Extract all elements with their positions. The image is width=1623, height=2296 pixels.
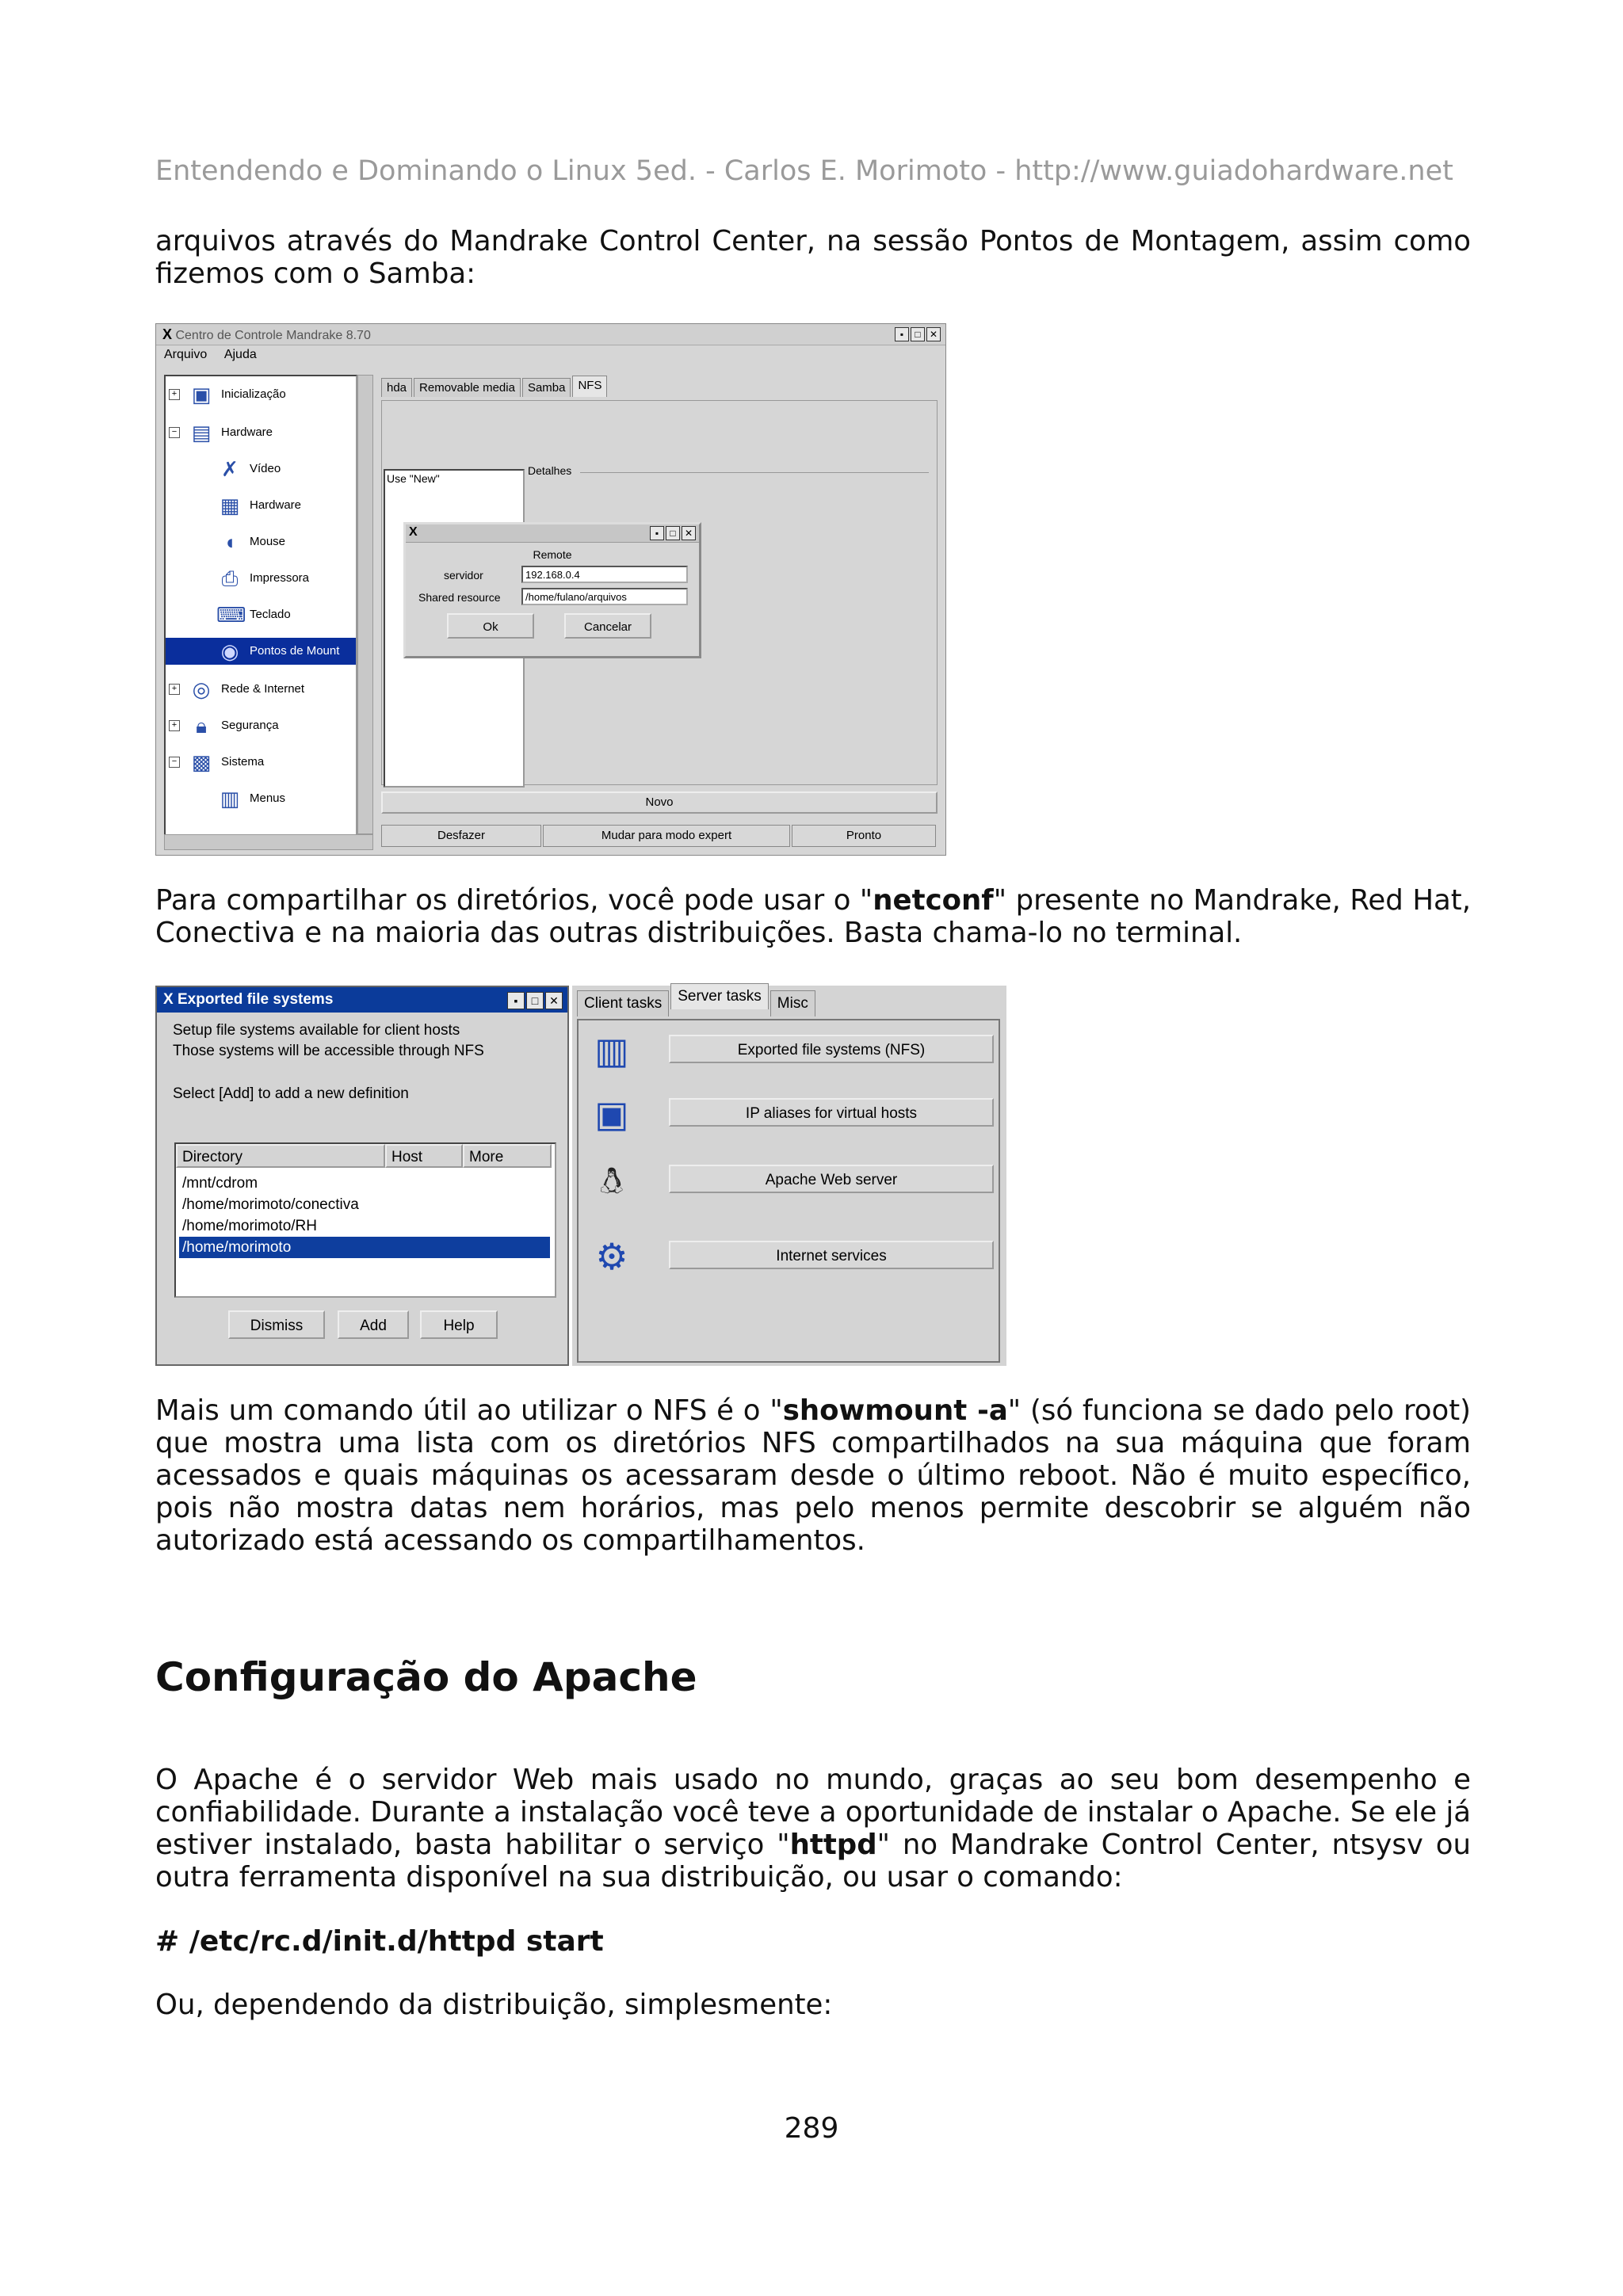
tree-item-seguranca[interactable]: + 🔒︎ Segurança bbox=[169, 712, 279, 739]
dismiss-button[interactable]: Dismiss bbox=[228, 1310, 325, 1339]
category-tree bbox=[164, 375, 357, 836]
expand-icon[interactable]: + bbox=[169, 720, 180, 731]
help-button[interactable]: Help bbox=[420, 1310, 498, 1339]
table-row[interactable]: /mnt/cdrom bbox=[182, 1175, 258, 1192]
tree-vertical-scrollbar[interactable] bbox=[357, 375, 373, 834]
x-logo-icon: X bbox=[409, 525, 418, 539]
service-internet bbox=[590, 1231, 986, 1282]
window-title: Centro de Controle Mandrake 8.70 bbox=[175, 329, 371, 342]
tree-item-teclado[interactable]: ⌨ Teclado bbox=[216, 603, 291, 627]
tree-item-impressora[interactable]: ⎙ Impressora bbox=[216, 565, 309, 592]
column-more[interactable]: More bbox=[463, 1144, 552, 1168]
tree-item-mouse[interactable]: ◖ Mouse bbox=[216, 528, 285, 555]
paragraph-apache: O Apache é o servidor Web mais usado no mundo, graças ao seu bom desempenho e confiabilidade. Durante a instalação você teve a oportunidade de instalar o Apache. Se ele já estiver instalado, basta habilitar o serviço "httpd" no Mandrake Control Center, ntsysv ou outra ferramenta disponível na sua distribuição, ou usar o comando: bbox=[155, 1764, 1471, 1894]
desfazer-button[interactable]: Desfazer bbox=[381, 825, 541, 847]
minimize-button[interactable]: ▪ bbox=[507, 992, 525, 1009]
apache-web-server-button[interactable]: Apache Web server bbox=[669, 1165, 994, 1193]
service-ip-aliases bbox=[590, 1089, 986, 1139]
details-divider bbox=[580, 472, 929, 473]
server-icon: ▥ bbox=[594, 1030, 629, 1071]
paragraph-alternative: Ou, dependendo da distribuição, simplesmente: bbox=[155, 1989, 833, 2021]
tree-item-hardware[interactable]: − ▤ Hardware bbox=[169, 419, 273, 446]
tree-item-rede-internet[interactable]: + ◎ Rede & Internet bbox=[169, 676, 304, 703]
nfs-remote-dialog bbox=[403, 522, 701, 658]
tree-item-pontos-de-montagem[interactable]: ◉ Pontos de Mount bbox=[166, 638, 356, 665]
hardware-icon: ▦ bbox=[220, 494, 240, 517]
printer-icon: ⎙ bbox=[221, 566, 239, 590]
hardware-icon: ▤ bbox=[191, 421, 212, 444]
shared-resource-input[interactable] bbox=[521, 588, 688, 605]
tab-misc[interactable]: Misc bbox=[770, 990, 815, 1016]
exported-file-systems-window bbox=[155, 986, 569, 1366]
remote-group-label: Remote bbox=[533, 548, 572, 561]
tree-item-video[interactable]: ✗ Vídeo bbox=[216, 456, 281, 482]
dialog-minimize-button[interactable]: ▪ bbox=[650, 526, 664, 540]
bottom-button-bar bbox=[381, 825, 936, 847]
network-icon: ◎ bbox=[192, 677, 211, 701]
ip-aliases-button[interactable]: IP aliases for virtual hosts bbox=[669, 1098, 994, 1127]
monitor-icon: ▣ bbox=[594, 1093, 629, 1135]
window-title: Exported file systems bbox=[177, 991, 334, 1008]
paragraph-netconf: Para compartilhar os diretórios, você pode usar o "netconf" presente no Mandrake, Red Hat, Conectiva e na maioria das outras distribuições. Basta chama-lo no terminal. bbox=[155, 884, 1471, 949]
tree-item-menus[interactable]: ▥ Menus bbox=[216, 785, 285, 812]
add-button[interactable]: Add bbox=[338, 1310, 409, 1339]
collapse-icon[interactable]: − bbox=[169, 757, 180, 768]
close-button[interactable]: ✕ bbox=[926, 327, 941, 341]
tux-penguin-icon: 🐧︎ bbox=[600, 1160, 624, 1201]
info-line-1: Setup file systems available for client hosts bbox=[173, 1022, 460, 1039]
maximize-button[interactable]: □ bbox=[526, 992, 544, 1009]
menu-ajuda[interactable]: Ajuda bbox=[223, 348, 257, 361]
section-heading: Configuração do Apache bbox=[155, 1654, 697, 1700]
x-video-icon: ✗ bbox=[221, 457, 239, 481]
boot-icon: ▣ bbox=[191, 383, 212, 406]
expert-mode-button[interactable]: Mudar para modo expert bbox=[543, 825, 790, 847]
dialog-titlebar bbox=[406, 524, 699, 543]
tab-server-tasks[interactable]: Server tasks bbox=[670, 983, 769, 1009]
service-apache bbox=[590, 1155, 986, 1206]
pronto-button[interactable]: Pronto bbox=[792, 825, 936, 847]
service-nfs bbox=[590, 1025, 986, 1076]
exports-table bbox=[174, 1142, 556, 1298]
column-host[interactable]: Host bbox=[385, 1144, 463, 1168]
netconf-tabs bbox=[577, 986, 817, 1012]
server-tasks-window bbox=[572, 986, 1006, 1366]
novo-button[interactable]: Novo bbox=[381, 791, 938, 814]
mouse-icon: ◖ bbox=[223, 530, 236, 554]
tree-horizontal-scrollbar[interactable] bbox=[164, 834, 373, 850]
command-line: # /etc/rc.d/init.d/httpd start bbox=[155, 1925, 604, 1958]
dialog-maximize-button[interactable]: □ bbox=[666, 526, 680, 540]
menu-bar bbox=[164, 348, 271, 362]
menus-icon: ▥ bbox=[220, 787, 240, 810]
mandrake-control-center-screenshot bbox=[155, 323, 946, 856]
table-row[interactable]: /home/morimoto/RH bbox=[182, 1218, 317, 1234]
disk-mount-icon: ◉ bbox=[220, 639, 239, 663]
server-label: servidor bbox=[444, 569, 483, 582]
internet-services-button[interactable]: Internet services bbox=[669, 1241, 994, 1269]
minimize-button[interactable]: ▪ bbox=[895, 327, 909, 341]
tree-item-inicializacao[interactable]: + ▣ Inicialização bbox=[169, 381, 286, 408]
mount-tabs bbox=[381, 378, 609, 399]
x-logo-icon: X bbox=[162, 326, 173, 342]
list-item[interactable]: Use "New" bbox=[387, 472, 440, 485]
tab-client-tasks[interactable]: Client tasks bbox=[577, 990, 669, 1016]
expand-icon[interactable]: + bbox=[169, 389, 180, 400]
cancelar-button[interactable]: Cancelar bbox=[564, 613, 651, 639]
details-label: Detalhes bbox=[528, 464, 572, 477]
paragraph-intro: arquivos através do Mandrake Control Center, na sessão Pontos de Montagem, assim como fizemos com o Samba: bbox=[155, 225, 1471, 290]
tab-nfs[interactable]: NFS bbox=[572, 376, 607, 397]
collapse-icon[interactable]: − bbox=[169, 427, 180, 438]
window-titlebar bbox=[156, 324, 945, 345]
column-directory[interactable]: Directory bbox=[176, 1144, 385, 1168]
system-icon: ▩ bbox=[191, 750, 212, 774]
tree-item-hardware-sub[interactable]: ▦ Hardware bbox=[216, 492, 301, 519]
exported-file-systems-button[interactable]: Exported file systems (NFS) bbox=[669, 1035, 994, 1063]
tab-removable-media[interactable]: Removable media bbox=[414, 378, 521, 397]
tree-item-sistema[interactable]: − ▩ Sistema bbox=[169, 749, 264, 776]
maximize-button[interactable]: □ bbox=[911, 327, 925, 341]
close-button[interactable]: ✕ bbox=[545, 992, 563, 1009]
shared-resource-label: Shared resource bbox=[418, 591, 501, 604]
tab-hda[interactable]: hda bbox=[381, 378, 412, 397]
expand-icon[interactable]: + bbox=[169, 684, 180, 695]
info-line-2: Those systems will be accessible through NFS bbox=[173, 1043, 484, 1059]
page-number: 289 bbox=[784, 2112, 839, 2145]
dialog-close-button[interactable]: ✕ bbox=[682, 526, 696, 540]
menu-arquivo[interactable]: Arquivo bbox=[164, 348, 208, 361]
ok-button[interactable]: Ok bbox=[447, 613, 534, 639]
server-tasks-panel bbox=[577, 1019, 1000, 1363]
window-titlebar bbox=[157, 987, 567, 1013]
keyboard-icon: ⌨ bbox=[216, 603, 246, 627]
x-logo-icon: X bbox=[163, 991, 174, 1008]
lock-icon: 🔒︎ bbox=[196, 714, 207, 738]
running-header: Entendendo e Dominando o Linux 5ed. - Carlos E. Morimoto - http://www.guiadohardware.net bbox=[155, 155, 1453, 187]
tab-samba[interactable]: Samba bbox=[522, 378, 571, 397]
table-row-selected[interactable]: /home/morimoto bbox=[179, 1237, 550, 1258]
paragraph-showmount: Mais um comando útil ao utilizar o NFS é o "showmount -a" (só funciona se dado pelo root) que mostra uma lista com os diretórios NFS compartilhados na sua máquina que foram acessados e quais máquinas os acessaram desde o último reboot. Não é muito específico, pois não mostra datas nem horários, mas pelo menos permite descobrir se alguém não autorizado está acessando os compartilhamentos. bbox=[155, 1394, 1471, 1557]
table-row[interactable]: /home/morimoto/conectiva bbox=[182, 1196, 359, 1213]
server-input[interactable] bbox=[521, 566, 688, 583]
info-line-3: Select [Add] to add a new definition bbox=[173, 1085, 409, 1102]
gear-icon: ⚙ bbox=[595, 1236, 628, 1277]
